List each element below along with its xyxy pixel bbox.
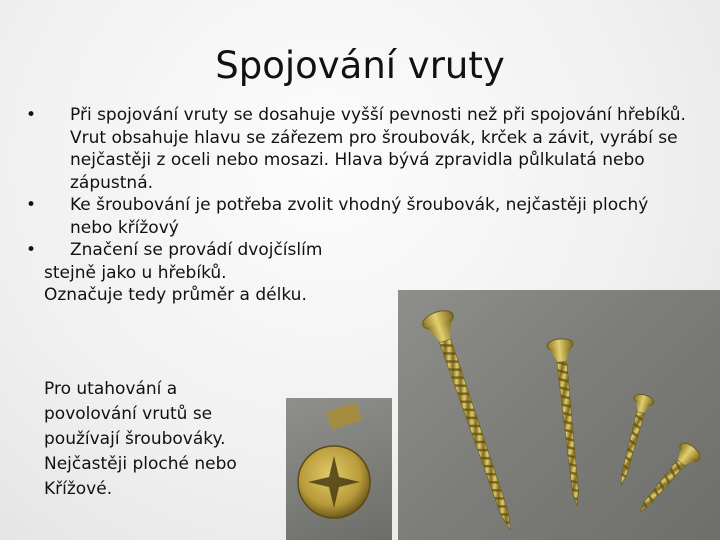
paragraph-line: Nejčastěji ploché nebo xyxy=(44,454,237,474)
four-screws-photo xyxy=(398,290,720,540)
bullet-item: • Ke šroubování je potřeba zvolit vhodný šroubovák, nejčastěji plochý nebo křížový xyxy=(26,194,686,239)
screwdriver-paragraph xyxy=(44,377,284,502)
bullet-item: • Při spojování vruty se dosahuje vyšší pevnosti než při spojování hřebíků. Vrut obsahuje hlavu se zářezem pro šroubovák, krček a závit, vyrábí se nejčastěji z oceli nebo mosazi. Hlava bývá zpravidla půlkulatá nebo zápustná. xyxy=(26,104,686,194)
paragraph-line: používají šroubováky. xyxy=(44,429,226,449)
bullet-list xyxy=(26,104,686,307)
continuation-line: Označuje tedy průměr a délku. xyxy=(44,285,307,305)
paragraph-line: povolování vrutů se xyxy=(44,404,213,424)
slide-title: Spojování vruty xyxy=(215,44,505,87)
cross-head-screw-photo xyxy=(286,398,392,540)
continuation-line: stejně jako u hřebíků. xyxy=(44,262,227,283)
paragraph-line: Pro utahování a xyxy=(44,379,178,399)
bullet-item: • Značení se provádí dvojčíslím xyxy=(26,239,686,262)
paragraph-line: Křížové. xyxy=(44,479,113,499)
